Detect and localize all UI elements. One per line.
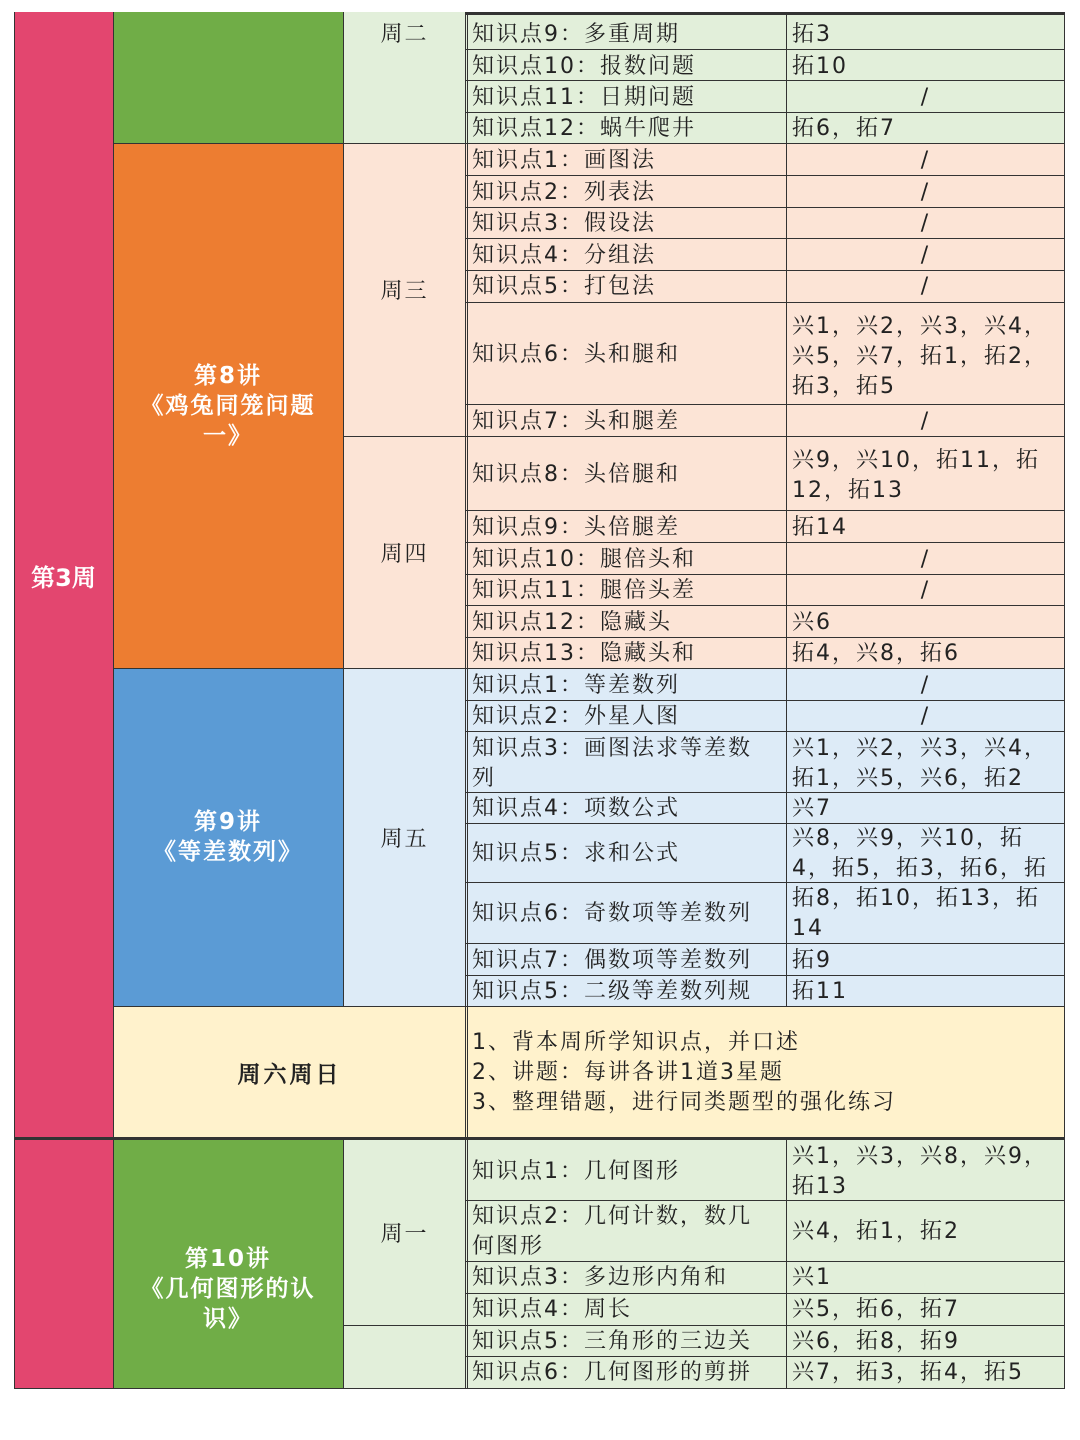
day-thursday: 周四: [380, 541, 429, 567]
kp-cell: 知识点12：蜗牛爬井: [472, 116, 696, 141]
lecture-7-cell: [113, 12, 343, 143]
exercise-cell: 兴7，拓3，拓4，拓5: [792, 1360, 1024, 1385]
kp-cell: 知识点8：头倍腿和: [472, 462, 680, 487]
grid-line: [466, 731, 1065, 732]
weekend-label: 周六周日: [237, 1062, 342, 1088]
grid-line: [466, 700, 1065, 701]
kp-cell: 知识点1：等差数列: [472, 673, 680, 698]
exercise-cell: /: [920, 180, 931, 205]
kp-cell: 知识点5：打包法: [472, 274, 656, 299]
exercise-cell: 兴5，拓6，拓7: [792, 1297, 960, 1322]
exercise-cell: 拓14: [792, 515, 848, 540]
grid-line: [466, 943, 1065, 944]
kp-cell: 知识点7：头和腿差: [472, 409, 680, 434]
exercise-cell: 拓4，兴8，拓6: [792, 641, 960, 666]
exercise-cell: 拓11: [792, 979, 848, 1004]
exercise-cell: /: [920, 148, 931, 173]
lecture-8-title: 《鸡兔同笼问题: [140, 392, 316, 419]
grid-line: [466, 302, 1065, 303]
grid-line: [343, 1139, 344, 1389]
grid-line: [466, 238, 1065, 239]
kp-cell: 知识点13：隐藏头和: [472, 641, 696, 666]
grid-line: [113, 668, 1065, 669]
kp-cell: 知识点9：多重周期: [472, 22, 680, 47]
exercise-cell: /: [920, 211, 931, 236]
exercise-cell: /: [920, 578, 931, 603]
grid-line: [14, 12, 15, 1389]
weekend-task-3: 3、整理错题，进行同类题型的强化练习: [472, 1089, 896, 1115]
lecture-8-number: 第8讲: [193, 362, 262, 389]
exercise-cell: 拓9: [792, 948, 832, 973]
grid-line: [466, 1200, 1065, 1201]
weekend-tasks-cell: [466, 1006, 1065, 1139]
week-divider: [14, 1137, 1065, 1140]
lecture-10-title: 《几何图形的认: [140, 1276, 316, 1302]
exercise-cell: 兴9，兴10，拓11，拓 12，拓13: [792, 448, 1040, 503]
day-tuesday: 周二: [380, 21, 429, 47]
exercise-cell: 兴8，兴9，兴10，拓 4，拓5，拓3，拓6，拓: [792, 826, 1048, 881]
weekend-label-cell: [113, 1006, 466, 1139]
exercise-cell: 拓3: [792, 22, 832, 47]
exercise-cell: 兴1，兴2，兴3，兴4， 拓1，兴5，兴6，拓2: [792, 736, 1048, 791]
lecture-8-cell: [113, 143, 343, 668]
kp-cell: 知识点10：报数问题: [472, 54, 696, 79]
exercise-cell: 兴1: [792, 1265, 832, 1290]
lecture-10-title-cont: 识》: [203, 1306, 253, 1332]
kp-cell: 知识点4：项数公式: [472, 796, 680, 821]
kp-cell: 知识点6：头和腿和: [472, 341, 680, 367]
grid-line: [466, 207, 1065, 208]
exercise-cell: 兴1，兴3，兴8，兴9， 拓13: [792, 1143, 1048, 1199]
grid-line: [466, 49, 1065, 50]
kp-cell: 知识点9：头倍腿差: [472, 515, 680, 540]
exercise-cell: 兴7: [792, 796, 832, 821]
exercise-cell: 兴6: [792, 610, 832, 635]
exercise-cell: 拓10: [792, 54, 848, 79]
kp-cell: 知识点4：周长: [472, 1297, 632, 1322]
kp-cell: 知识点4：分组法: [472, 243, 656, 268]
grid-line: [466, 975, 1065, 976]
kp-cell: 知识点10：腿倍头和: [472, 547, 696, 572]
kp-cell: 知识点3：假设法: [472, 211, 656, 236]
exercise-cell: 兴6，拓8，拓9: [792, 1329, 960, 1354]
exercise-cell: /: [920, 704, 931, 729]
grid-line: [466, 574, 1065, 575]
kp-cell: 知识点2：几何计数，数几 何图形: [472, 1204, 752, 1259]
exercise-cell: /: [920, 274, 931, 299]
kp-cell: 知识点2：列表法: [472, 180, 656, 205]
week-3-cell: [14, 12, 113, 1139]
grid-line: [786, 12, 787, 1006]
grid-line: [466, 175, 1065, 176]
exercise-cell: 兴4，拓1，拓2: [792, 1219, 960, 1244]
day-monday: 周一: [380, 1221, 429, 1247]
grid-line: [466, 637, 1065, 638]
grid-line: [466, 80, 1065, 81]
kp-cell: 知识点1：画图法: [472, 148, 656, 173]
grid-line: [343, 436, 1065, 437]
grid-line: [466, 1293, 1065, 1294]
kp-cell: 知识点6：奇数项等差数列: [472, 901, 752, 926]
grid-line: [343, 12, 344, 1006]
exercise-cell: /: [920, 547, 931, 572]
grid-line: [466, 270, 1065, 271]
grid-line: [113, 12, 114, 1389]
kp-cell: 知识点1：几何图形: [472, 1158, 680, 1184]
day-friday: 周五: [380, 826, 429, 852]
kp-cell: 知识点2：外星人图: [472, 704, 680, 729]
grid-line: [466, 12, 1065, 15]
grid-line: [466, 404, 1065, 405]
exercise-cell: /: [920, 243, 931, 268]
kp-cell: 知识点6：几何图形的剪拼: [472, 1360, 752, 1385]
kp-cell: 知识点3：画图法求等差数 列: [472, 736, 752, 791]
grid-line: [113, 143, 1065, 144]
grid-line: [343, 1325, 1065, 1326]
exercise-cell: 拓8，拓10，拓13，拓 14: [792, 886, 1040, 941]
exercise-cell: 拓6，拓7: [792, 116, 896, 141]
grid-line: [466, 792, 1065, 793]
lecture-9-title: 《等差数列》: [153, 839, 303, 865]
week-4-cell: [14, 1139, 113, 1389]
grid-line: [786, 1139, 787, 1389]
lecture-9-cell: [113, 668, 343, 1006]
grid-line: [466, 510, 1065, 511]
weekend-task-2: 2、讲题：每讲各讲1道3星题: [472, 1059, 784, 1085]
grid-line: [466, 1261, 1065, 1262]
kp-cell: 知识点5：二级等差数列规: [472, 979, 752, 1004]
lecture-8-title-cont: 一》: [203, 422, 253, 449]
exercise-cell: /: [920, 673, 931, 698]
day-wednesday: 周三: [380, 279, 429, 304]
grid-line: [466, 112, 1065, 113]
grid-line: [113, 1006, 1065, 1007]
grid-line: [466, 882, 1065, 883]
grid-line: [14, 1388, 1065, 1389]
kp-cell: 知识点11：日期问题: [472, 85, 696, 110]
grid-line: [466, 542, 1065, 543]
kp-cell: 知识点5：三角形的三边关: [472, 1329, 752, 1354]
kp-cell: 知识点3：多边形内角和: [472, 1265, 728, 1290]
exercise-cell: /: [920, 85, 931, 110]
grid-line: [466, 1356, 1065, 1357]
kp-cell: 知识点12：隐藏头: [472, 610, 672, 635]
week-3-label: 第3周: [31, 564, 96, 592]
kp-cell: 知识点7：偶数项等差数列: [472, 948, 752, 973]
weekend-task-1: 1、背本周所学知识点，并口述: [472, 1029, 800, 1055]
lecture-10-number: 第10讲: [184, 1246, 271, 1272]
lecture-10-cell: [113, 1139, 343, 1389]
exercise-cell: /: [920, 409, 931, 434]
grid-line: [466, 605, 1065, 606]
exercise-cell: 兴1，兴2，兴3，兴4， 兴5，兴7，拓1，拓2， 拓3，拓5: [792, 313, 1048, 399]
grid-line: [466, 823, 1065, 824]
kp-cell: 知识点5：求和公式: [472, 841, 680, 866]
lecture-9-number: 第9讲: [193, 809, 262, 835]
kp-cell: 知识点11：腿倍头差: [472, 578, 696, 603]
